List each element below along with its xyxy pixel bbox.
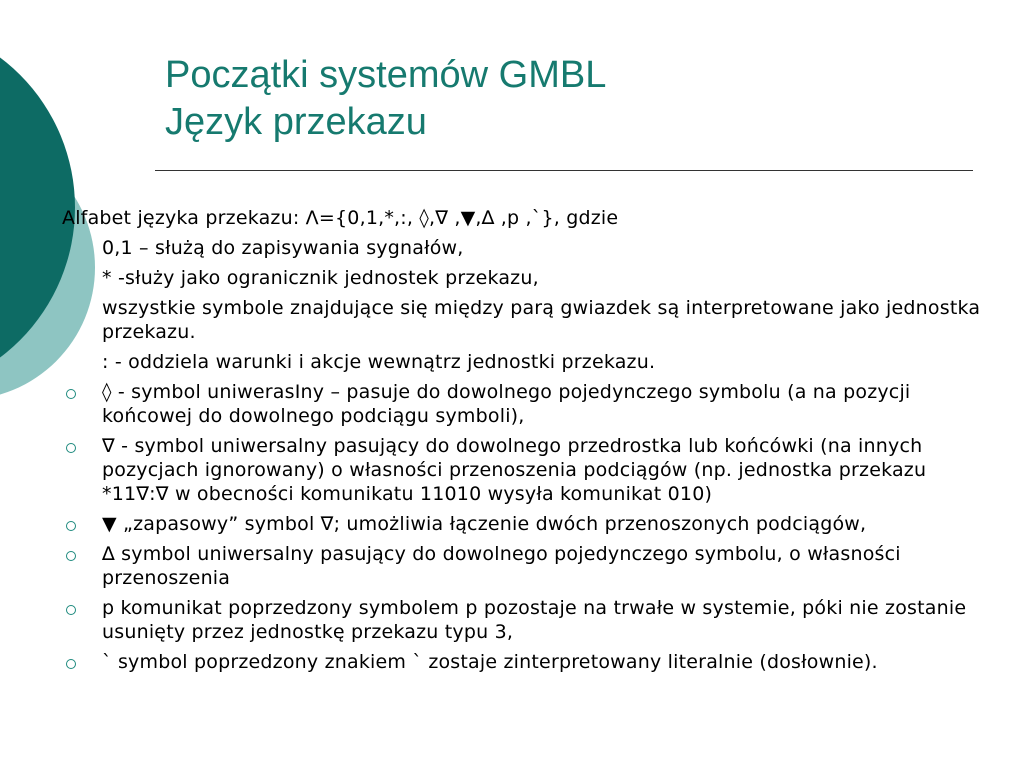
bullet-item — [62, 596, 982, 644]
bullet-text: ∇ - symbol uniwersalny pasujący do dowolnego przedrostka lub końcówki (na innych pozycjach ignorowany) o własności przenoszenia podciągów (np. jednostka przekazu *11∇:∇ w obecności komunikatu 11010 wysyła komunikat 010) — [102, 435, 927, 505]
bullet-text: ▼ „zapasowy” symbol ∇; umożliwia łączenie dwóch przenoszonych podciągów, — [102, 513, 867, 535]
bullet-item — [62, 434, 982, 506]
bullet-item — [62, 380, 982, 428]
bullet-item — [62, 512, 982, 536]
bullet-text: ◊ - symbol uniwerasIny – pasuje do dowolnego pojedynczego symbolu (a na pozycji końcowej do dowolnego podciągu symboli), — [102, 381, 911, 427]
paragraph-delimiter: * -służy jako ogranicznik jednostek przekazu, — [102, 267, 539, 289]
bullet-item — [62, 542, 982, 590]
circle-bullet-icon — [66, 443, 76, 453]
circle-bullet-icon — [66, 389, 76, 399]
circle-bullet-icon — [66, 551, 76, 561]
alphabet-definition: Alfabet języka przekazu: Λ={0,1,*,:, ◊,∇ ,▼,∆ ,p ,`}, gdzie — [62, 207, 619, 229]
paragraph-unit: wszystkie symbole znajdujące się między parą gwiazdek są interpretowane jako jednostka przekazu. — [102, 297, 981, 343]
title-divider — [155, 170, 973, 171]
slide-title — [165, 52, 606, 146]
slide-title-line-2: Język przekazu — [165, 101, 427, 143]
slide-body — [62, 206, 982, 680]
circle-bullet-icon — [66, 605, 76, 615]
paragraph-separator: : - oddziela warunki i akcje wewnątrz jednostki przekazu. — [102, 351, 656, 373]
bullet-text: p komunikat poprzedzony symbolem p pozostaje na trwałe w systemie, póki nie zostanie usunięty przez jednostkę przekazu typu 3, — [102, 597, 967, 643]
circle-bullet-icon — [66, 659, 76, 669]
circle-bullet-icon — [66, 521, 76, 531]
paragraph-signals: 0,1 – służą do zapisywania sygnałów, — [102, 237, 464, 259]
bullet-item — [62, 650, 982, 674]
bullet-text: ∆ symbol uniwersalny pasujący do dowolnego pojedynczego symbolu, o własności przenoszenia — [102, 543, 901, 589]
slide-title-line-1: Początki systemów GMBL — [165, 54, 607, 96]
bullet-text: ` symbol poprzedzony znakiem ` zostaje zinterpretowany literalnie (dosłownie). — [102, 651, 878, 673]
